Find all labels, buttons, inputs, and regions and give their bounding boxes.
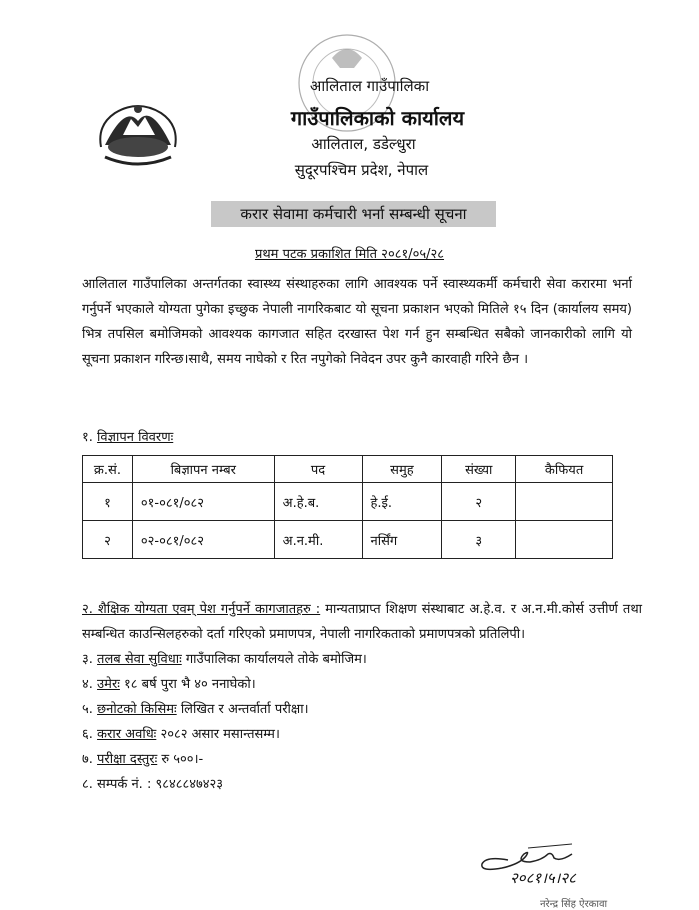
table-row [83, 483, 613, 521]
selection-label: छनोटको किसिमः [97, 702, 177, 717]
header-office: गाउँपालिकाको कार्यालय [290, 106, 465, 130]
list-item-contract-period [82, 722, 642, 747]
contract-label: करार अवधिः [97, 727, 157, 742]
table-header-row [83, 456, 613, 483]
selection-number: ५. [82, 702, 93, 717]
cell-group: नर्सिंग [362, 521, 442, 559]
section-title: विज्ञापन विवरणः [97, 430, 174, 445]
header-province: सुदूरपश्चिम प्रदेश, नेपाल [294, 161, 429, 179]
notice-title: करार सेवामा कर्मचारी भर्ना सम्बन्धी सूचना [211, 201, 496, 227]
cell-ad-number: ०१-०८१/०८२ [132, 483, 274, 521]
salary-text: गाउँपालिका कार्यालयले तोके बमोजिम। [181, 652, 367, 667]
cell-count: २ [442, 483, 516, 521]
cell-sn: १ [83, 483, 133, 521]
age-text: १८ बर्ष पुरा भै ४० ननाघेको। [119, 677, 256, 692]
cell-remarks [516, 483, 613, 521]
header-post: पद [274, 456, 362, 483]
age-number: ४. [82, 677, 93, 692]
requirements-list [82, 597, 642, 797]
salary-number: ३. [82, 652, 93, 667]
list-item-salary [82, 647, 642, 672]
cell-group: हे.ई. [362, 483, 442, 521]
signature-date: २०८१।५।२८ [510, 869, 576, 887]
header-municipality: आलिताल गाउँपालिका [309, 77, 430, 95]
cell-post: अ.हे.ब. [274, 483, 362, 521]
list-item-qualification [82, 597, 642, 647]
header-remarks: कैफियत [516, 456, 613, 483]
qualification-label: २. शैक्षिक योग्यता एवम् पेश गर्नुपर्ने कागजातहरु : [82, 602, 321, 617]
contract-number: ६. [82, 727, 93, 742]
publish-date-text: प्रथम पटक प्रकाशित मिति २०८१/०५/२८ [254, 247, 445, 262]
list-item-selection [82, 697, 642, 722]
list-item-age [82, 672, 642, 697]
header-sn: क्र.सं. [83, 456, 133, 483]
fee-number: ७. [82, 752, 93, 767]
header-ad-number: बिज्ञापन नम्बर [132, 456, 274, 483]
age-label: उमेरः [97, 677, 120, 692]
salary-label: तलब सेवा सुविधाः [97, 652, 182, 667]
intro-paragraph: आलिताल गाउँपालिका अन्तर्गतका स्वास्थ्य संस्थाहरुका लागि आवश्यक पर्ने स्वास्थ्यकर्मी कर्मचारी सेवा करारमा भर्ना गर्नुपर्ने भएकाले योग्यता पुगेका इच्छुक नेपाली नागरिकबाट यो सूचना प्रकाशन भएको मितिले १५ दिन (कार्यालय समय) भित्र तपसिल बमोजिमको आवश्यक कागजात सहित दरखास्त पेश गर्न हुन सम्बन्धित सबैको जानकारीको लागि यो सूचना प्रकाशन गरिन्छ।साथै, समय नाघेको र रित नपुगेको निवेदन उपर कुनै कारवाही गरिने छैन । [82, 277, 632, 367]
cell-count: ३ [442, 521, 516, 559]
cell-ad-number: ०२-०८१/०८२ [132, 521, 274, 559]
contract-text: २०८२ असार मसान्तसम्म। [156, 727, 280, 742]
ad-details-table [82, 455, 613, 559]
cell-remarks [516, 521, 613, 559]
list-item-exam-fee [82, 747, 642, 772]
section-number: १. [82, 430, 93, 445]
header-group: समुह [362, 456, 442, 483]
qualification-text: मान्यताप्राप्त शिक्षण संस्थाबाट अ.हे.व. र अ.न.मी.कोर्स उत्तीर्ण तथा सम्बन्धित काउन्सिलहरुको दर्ता गरिएको प्रमाणपत्र, नेपाली नागरिकताको प्रमाणपत्रको प्रतिलिपी। [82, 602, 643, 642]
list-item-contact: ८. सम्पर्क नं. : ९८४८८४७४२३ [82, 777, 224, 792]
header-address: आलिताल, डडेल्धुरा [311, 135, 416, 153]
selection-text: लिखित र अन्तर्वार्ता परीक्षा। [176, 702, 309, 717]
cell-sn: २ [83, 521, 133, 559]
header-count: संख्या [442, 456, 516, 483]
section-ad-details-heading [82, 427, 173, 445]
cell-post: अ.न.मी. [274, 521, 362, 559]
fee-text: रु ५००।- [157, 752, 204, 767]
signatory-name: नरेन्द्र सिंह ऐरकावा [540, 899, 608, 910]
fee-label: परीक्षा दस्तुरः [97, 752, 158, 767]
table-row [83, 521, 613, 559]
publish-date [0, 244, 699, 262]
